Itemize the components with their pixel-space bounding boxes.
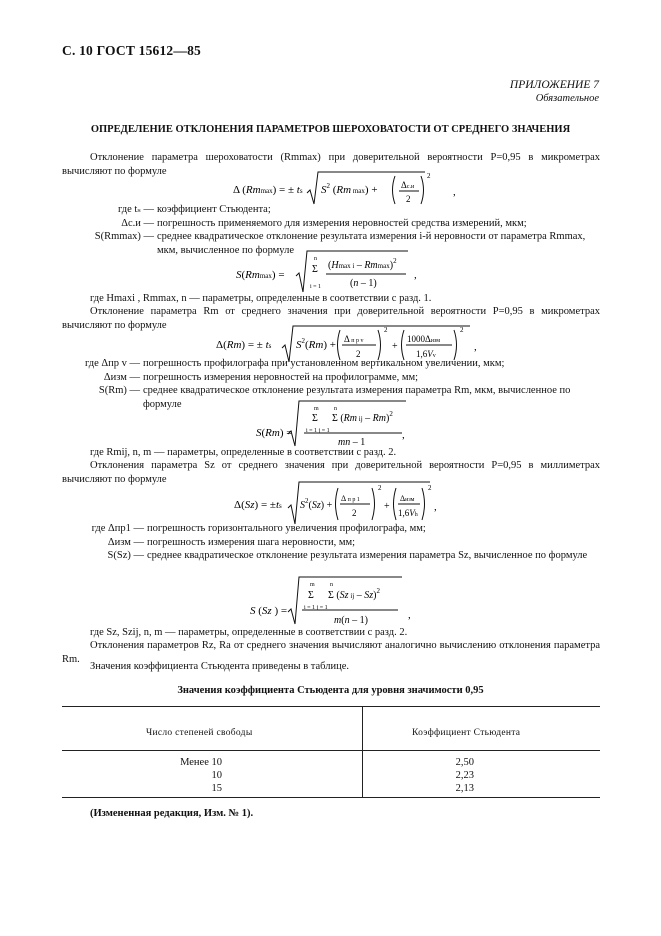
table-title: Значения коэффициента Стьюдента для уровня значимости 0,95 <box>177 685 484 696</box>
sz-where: где Sz, Szij, n, m — параметры, определенные в соответствии с разд. 2. <box>90 627 408 638</box>
svg-text:Δ(Sz) = ±ts: Δ(Sz) = ±ts <box>234 499 282 511</box>
svg-text:S(Rmmax) =: S(Rmmax) = <box>236 269 285 281</box>
svg-text:S2 (Rm max) +: $S^2$ (Rm max) + <box>321 182 378 196</box>
amendment-note: (Измененная редакция, Изм. № 1). <box>90 808 254 819</box>
table-header-coef: Коэффициент Стьюдента <box>412 728 521 738</box>
svg-text:Σ (Sz ij – Sz)2: Σ (Sz ij – Sz)$^2$ <box>328 587 380 601</box>
definition-row: S(Rm) — среднее квадратическое отклонение результата измерения параметра Rm, мкм, вычисленное по формуле <box>98 385 571 410</box>
svg-text:1,6Vh: 1,6Vh <box>398 508 418 518</box>
svg-text:Σ: Σ <box>312 413 318 424</box>
appendix-status: Обязательное <box>535 93 599 104</box>
sz-definitions <box>62 522 600 563</box>
svg-text:m: m <box>314 406 319 412</box>
svg-text:,: , <box>434 501 437 513</box>
svg-text:n: n <box>334 406 337 412</box>
svg-text:2: 2 <box>460 326 464 334</box>
table-column-divider <box>362 706 363 797</box>
definition-row: где Δпр1 — погрешность горизонтального увеличения профилографа, мм; <box>91 523 426 534</box>
svg-text:1000Δизм: 1000Δизм <box>407 334 441 344</box>
definition-row: S(Sz) — среднее квадратическое отклонение результата измерения параметра Sz, вычисленное по формуле <box>107 550 588 561</box>
sz-intro: Отклонения параметра Sz от среднего значения при доверительной вероятности P=0,95 в миллиметрах вычисляют по формуле <box>62 460 600 485</box>
svg-text:+: + <box>384 501 390 512</box>
svg-text:S (Sz ) =: S (Sz ) = <box>250 605 288 617</box>
student-ref: Значения коэффициента Стьюдента приведены в таблице. <box>90 661 350 672</box>
svg-text:i = 1 j = 1: i = 1 j = 1 <box>306 428 330 434</box>
table-cell-dof: 10 <box>211 770 222 781</box>
svg-text:2: 2 <box>427 172 431 180</box>
formula-rmax-deviation <box>225 168 475 208</box>
svg-text:m(n – 1): m(n – 1) <box>334 615 368 626</box>
svg-text:mn – 1: mn – 1 <box>338 437 366 448</box>
svg-text:,: , <box>402 429 405 441</box>
svg-text:Σ: Σ <box>312 264 318 275</box>
table-top-rule <box>62 706 600 707</box>
appendix-title: ПРИЛОЖЕНИЕ 7 <box>509 79 599 91</box>
definition-row: Δизм — погрешность измерения неровностей на профилограмме, мм; <box>103 371 419 383</box>
table-cell-coef: 2,50 <box>455 757 474 768</box>
svg-text:+: + <box>392 341 398 352</box>
svg-text:2: 2 <box>356 349 361 359</box>
rz-ra-note: Отклонения параметров Rz, Ra от среднего значения вычисляют аналогично вычислению отклонения параметра Rm. <box>62 640 600 665</box>
svg-text:m: m <box>310 582 315 588</box>
svg-text:S(Rm) =: S(Rm) = <box>256 427 293 439</box>
svg-text:2: 2 <box>378 484 382 492</box>
rmax-where: где Hmaxi , Rmmax, n — параметры, определенные в соответствии с разд. 1. <box>90 293 432 304</box>
rm-intro: Отклонение параметра Rm от среднего значения при доверительной вероятности P=0,95 в микрометрах вычисляют по формуле <box>62 306 600 331</box>
table-header-dof: Число степеней свободы <box>146 728 253 738</box>
definition-row: Δс.и — погрешность применяемого для измерения неровностей средства измерений, мкм; <box>121 217 527 229</box>
page-header: С. 10 ГОСТ 15612—85 <box>62 43 201 58</box>
svg-text:,: , <box>453 186 456 198</box>
svg-text:,: , <box>474 341 477 353</box>
table-cell-dof: Менее 10 <box>180 757 222 768</box>
appendix-label <box>510 78 599 106</box>
definition-row: где Δпр v — погрешность профилографа при установленном вертикальном увеличении, мкм; <box>84 358 505 369</box>
svg-text:n: n <box>330 582 333 588</box>
rm-where: где Rmij, n, m — параметры, определенные в соответствии с разд. 2. <box>90 447 397 458</box>
svg-text:Δизм: Δизм <box>400 494 415 503</box>
formula-s-rmax <box>232 248 432 294</box>
svg-text:2: 2 <box>406 194 411 204</box>
rmax-intro: Отклонение параметра шероховатости (Rmmax) при доверительной вероятности P=0,95 в микрометрах вычисляют по формуле <box>62 152 600 177</box>
svg-text:(n – 1): (n – 1) <box>350 278 377 289</box>
svg-text:Δ(Rm) = ± ts: Δ(Rm) = ± ts <box>216 339 272 351</box>
svg-text:1,6Vv: 1,6Vv <box>416 349 436 359</box>
svg-text:2: 2 <box>384 326 388 334</box>
formula-s-rm <box>252 398 422 448</box>
table-cell-dof: 15 <box>211 783 222 794</box>
table-bottom-rule <box>62 797 600 798</box>
formula-s-sz <box>246 574 426 626</box>
table-cell-coef: 2,23 <box>455 770 474 781</box>
svg-text:Σ: Σ <box>308 590 314 601</box>
svg-text:2: 2 <box>352 508 357 518</box>
svg-text:S2(Sz) +: $S^2(Sz)$ + <box>300 497 333 511</box>
svg-text:,: , <box>408 609 411 621</box>
definition-row: где tₛ — коэффициент Стьюдента; <box>118 204 271 215</box>
svg-text:2: 2 <box>428 484 432 492</box>
svg-text:(Hmax i – Rmmax)2: (Hmax i – Rmmax)$^2$ <box>328 257 397 271</box>
svg-text:S2(Rm) +: $S^2(Rm)$ + <box>296 337 336 351</box>
svg-text:Σ (Rm ij – Rm)2: Σ (Rm ij – Rm)$^2$ <box>332 410 393 424</box>
svg-text:i = 1: i = 1 <box>310 284 322 290</box>
table-cell-coef: 2,13 <box>455 783 474 794</box>
main-title: ОПРЕДЕЛЕНИЕ ОТКЛОНЕНИЯ ПАРАМЕТРОВ ШЕРОХОВАТОСТИ ОТ СРЕДНЕГО ЗНАЧЕНИЯ <box>90 124 571 135</box>
svg-text:n: n <box>314 256 317 262</box>
svg-text:i = 1 j = 1: i = 1 j = 1 <box>304 605 328 611</box>
svg-text:Δ п р 1: Δ п р 1 <box>341 494 360 503</box>
svg-text:Δ (Rmmax) = ± ts: Δ (Rmmax) = ± ts <box>233 184 303 196</box>
svg-text:Δ п р v: Δ п р v <box>344 334 364 344</box>
table-header-rule <box>62 750 600 751</box>
svg-text:,: , <box>414 269 417 281</box>
definition-row: Δизм — погрешность измерения шага неровности, мм; <box>107 536 356 548</box>
formula-sz-deviation <box>230 478 470 526</box>
definition-row: S(Rmmax) — среднее квадратическое отклонение результата измерения i-й неровности от параметра Rmmax, мкм, вычисленное по формуле <box>94 231 586 256</box>
svg-text:Δс.и: Δс.и <box>401 180 415 190</box>
